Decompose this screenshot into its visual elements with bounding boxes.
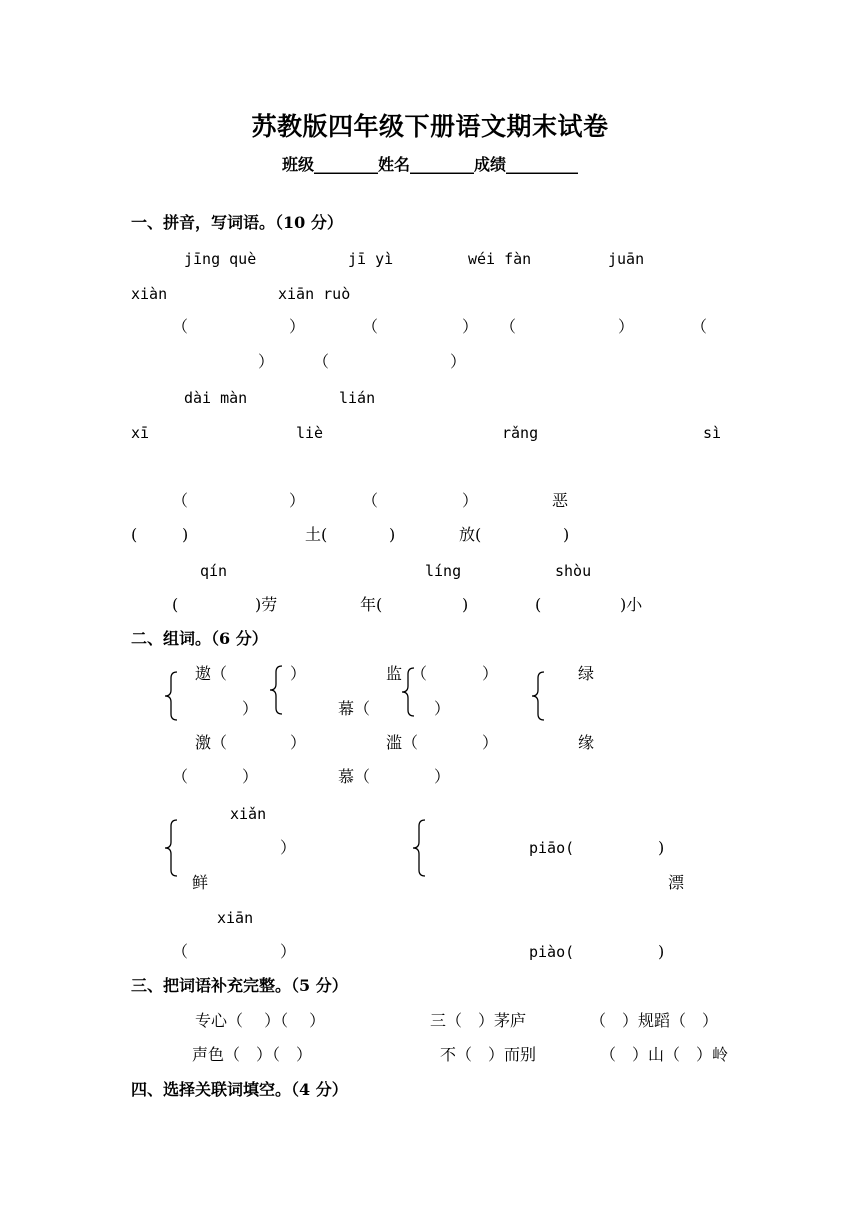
- answer-blank: ）: [450, 352, 467, 371]
- answer-blank[interactable]: （: [362, 317, 379, 336]
- left-brace-icon: [411, 818, 427, 870]
- idiom-blank[interactable]: 专心（ ）（ ）: [195, 1011, 326, 1030]
- idiom-blank[interactable]: 声色（ ）（ ）: [192, 1045, 313, 1064]
- answer-blank: ）: [289, 317, 306, 336]
- word-char: 慕（: [338, 767, 371, 786]
- answer-blank: ）: [290, 664, 307, 683]
- left-brace-icon: [530, 670, 546, 722]
- pinyin[interactable]: piào(: [529, 943, 575, 961]
- idiom-blank[interactable]: 不（ ）而别: [440, 1045, 537, 1064]
- answer-blank[interactable]: （: [691, 317, 708, 336]
- answer-blank: ）: [258, 352, 275, 371]
- answer-blank: ): [658, 838, 665, 857]
- pinyin: jīng què: [184, 250, 257, 268]
- answer-blank[interactable]: 土(: [305, 525, 328, 544]
- section-4-heading: 四、选择关联词填空。（4 分）: [131, 1080, 348, 1099]
- answer-blank: ）: [280, 838, 297, 857]
- answer-blank[interactable]: (: [535, 595, 542, 614]
- pinyin: qín: [200, 562, 228, 580]
- word-char: 绿: [578, 664, 595, 683]
- char-prompt: 恶: [552, 491, 569, 510]
- answer-blank: ): [563, 525, 570, 544]
- answer-blank: ）: [434, 767, 451, 786]
- answer-blank[interactable]: （: [500, 317, 517, 336]
- answer-blank[interactable]: （: [172, 317, 189, 336]
- section-3-heading: 三、把词语补充完整。（5 分）: [131, 976, 348, 995]
- section-2-heading: 二、组词。（6 分）: [131, 629, 268, 648]
- pinyin: wéi fàn: [468, 250, 532, 268]
- section-1-heading: 一、拼音，写词语。（10 分）: [131, 213, 343, 232]
- pinyin: xiàn: [131, 285, 168, 303]
- idiom-blank[interactable]: 三（ ）茅庐: [430, 1011, 527, 1030]
- answer-blank: ）: [618, 317, 635, 336]
- answer-blank: )劳: [255, 595, 278, 614]
- word-char: 幕（: [338, 699, 371, 718]
- pinyin: líng: [425, 562, 462, 580]
- answer-blank: ): [182, 525, 189, 544]
- answer-blank[interactable]: （: [411, 664, 428, 683]
- answer-blank[interactable]: (: [131, 525, 138, 544]
- answer-blank[interactable]: （: [172, 491, 189, 510]
- idiom-blank[interactable]: （ ）规蹈（ ）: [590, 1011, 719, 1030]
- answer-blank: ）: [290, 733, 307, 752]
- answer-blank: ）: [462, 491, 479, 510]
- answer-blank: ）: [280, 942, 297, 961]
- answer-blank: ）: [242, 699, 259, 718]
- answer-blank: ）: [434, 699, 451, 718]
- answer-blank[interactable]: （: [362, 491, 379, 510]
- left-brace-icon: [163, 670, 179, 722]
- pinyin: xiān: [217, 909, 254, 927]
- answer-blank[interactable]: （: [313, 352, 330, 371]
- answer-blank[interactable]: （: [172, 767, 189, 786]
- pinyin: shòu: [555, 562, 592, 580]
- pinyin: rǎng: [502, 424, 539, 442]
- word-char: 漂: [668, 873, 685, 892]
- answer-blank[interactable]: （: [172, 942, 189, 961]
- pinyin: xī: [131, 424, 150, 442]
- answer-blank: ): [389, 525, 396, 544]
- student-info-line: 班级________姓名________成绩_________: [281, 155, 578, 174]
- left-brace-icon: [163, 818, 179, 870]
- answer-blank[interactable]: (: [172, 595, 179, 614]
- answer-blank[interactable]: 年(: [360, 595, 383, 614]
- idiom-blank[interactable]: （ ）山（ ）岭: [600, 1045, 729, 1064]
- answer-blank[interactable]: 放(: [459, 525, 482, 544]
- answer-blank: ）: [482, 664, 499, 683]
- word-char: 激（: [195, 733, 228, 752]
- pinyin: lián: [339, 389, 376, 407]
- answer-blank: ）: [242, 767, 259, 786]
- pinyin: jī yì: [348, 250, 394, 268]
- word-char: 遨（: [195, 664, 228, 683]
- pinyin: liè: [296, 424, 324, 442]
- answer-blank: ): [658, 942, 665, 961]
- left-brace-icon: [268, 664, 284, 716]
- pinyin: xiǎn: [230, 805, 267, 823]
- pinyin: juān: [608, 250, 645, 268]
- answer-blank: ）: [289, 491, 306, 510]
- word-char: 缘: [578, 733, 595, 752]
- pinyin: sì: [703, 424, 722, 442]
- word-char: 监: [386, 664, 403, 683]
- pinyin[interactable]: piāo(: [529, 839, 575, 857]
- word-char: 滥（: [386, 733, 419, 752]
- page-title: 苏教版四年级下册语文期末试卷: [251, 112, 609, 141]
- answer-blank: ）: [482, 733, 499, 752]
- pinyin: dài màn: [184, 389, 248, 407]
- answer-blank: )小: [620, 595, 643, 614]
- answer-blank: ): [462, 595, 469, 614]
- pinyin: xiān ruò: [278, 285, 351, 303]
- answer-blank: ）: [462, 317, 479, 336]
- word-char: 鲜: [192, 873, 209, 892]
